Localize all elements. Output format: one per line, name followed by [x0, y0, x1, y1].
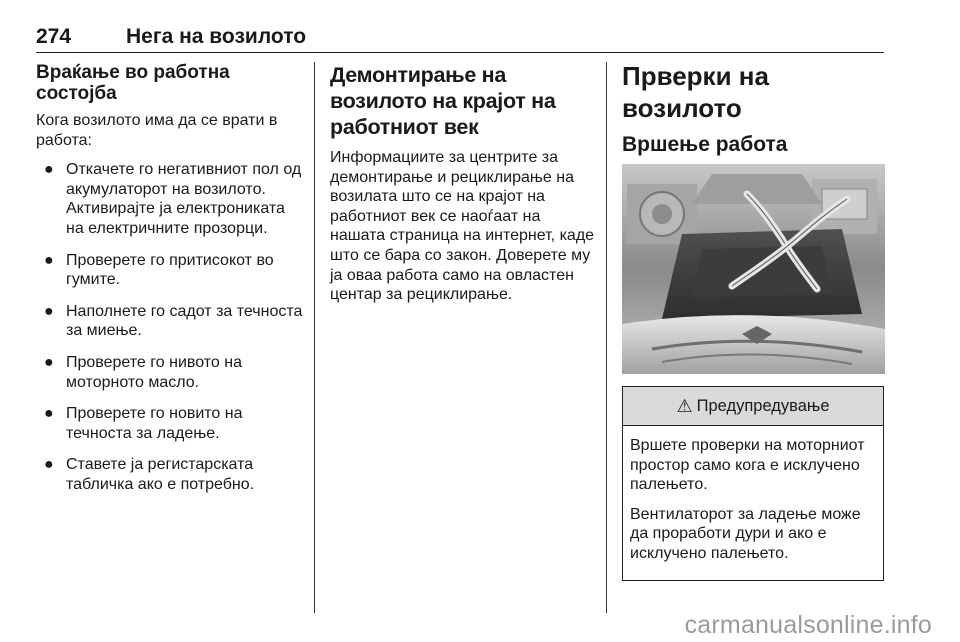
- bullet-icon: ●: [44, 161, 54, 179]
- bullet-icon: ●: [44, 405, 54, 423]
- intro-text: Кога возилото има да се врати в работа:: [36, 112, 278, 149]
- page-header: [36, 22, 884, 53]
- column-right: [622, 62, 885, 581]
- warning-paragraph: Вршете проверки на моторниот простор само кога е исклучено палењето.: [630, 437, 865, 494]
- bullet-icon: ●: [44, 251, 54, 269]
- list-item: ● Наполнете го садот за течноста за миење.: [44, 302, 303, 340]
- section-heading-return: Враќање во работна состојба: [36, 62, 230, 104]
- list-item: ● Проверете го нивото на моторното масло.: [44, 353, 242, 391]
- warning-paragraph: Вентилаторот за ладење може да прорaботи дури и ако е исклучено палењето.: [630, 505, 861, 562]
- bullet-icon: ●: [44, 456, 54, 474]
- checklist: [36, 160, 304, 494]
- warning-body: [623, 426, 883, 580]
- list-item: ● Откачете го негативниот пол од акумулаторот на возилото. Активирајте ја електрониката на електричните прозорци.: [44, 161, 302, 237]
- list-item: ● Проверете го притисокот во гумите.: [44, 251, 274, 289]
- chapter-title: Нега на возилото: [126, 25, 307, 48]
- column-left: [36, 62, 304, 507]
- list-item: ● Проверете го новито на течноста за ладење.: [44, 405, 243, 442]
- warning-header: [623, 387, 883, 426]
- warning-triangle-icon: ⚠: [676, 395, 693, 416]
- section-heading-checks: Прверки на возилото: [622, 61, 769, 123]
- warning-box: [622, 386, 884, 581]
- column-divider-2: [606, 62, 607, 613]
- dismantling-text: Информациите за центрите за демонтирање и рециклирање на возилата што се на крајот на работниот век се наоѓаат на нашата страница на интернет, каде што се бара со закон. Доверете му ја оваа работа само на овластен центар за рециклирање.: [330, 149, 595, 304]
- list-item: ● Ставете ја регистарската табличка ако е потребно.: [44, 456, 255, 493]
- warning-title: Предупредување: [696, 396, 830, 415]
- subheading-work: Вршење работа: [622, 133, 788, 156]
- watermark: carmanualsonline.info: [684, 611, 932, 639]
- bullet-icon: ●: [44, 353, 54, 371]
- section-heading-dismantling: Демонтирање на возилото на крајот на работниот век: [330, 63, 556, 139]
- engine-bay-photo: [622, 164, 885, 374]
- bullet-icon: ●: [44, 302, 54, 320]
- page-number: 274: [36, 25, 72, 48]
- column-divider-1: [314, 62, 315, 613]
- column-middle: [330, 62, 595, 310]
